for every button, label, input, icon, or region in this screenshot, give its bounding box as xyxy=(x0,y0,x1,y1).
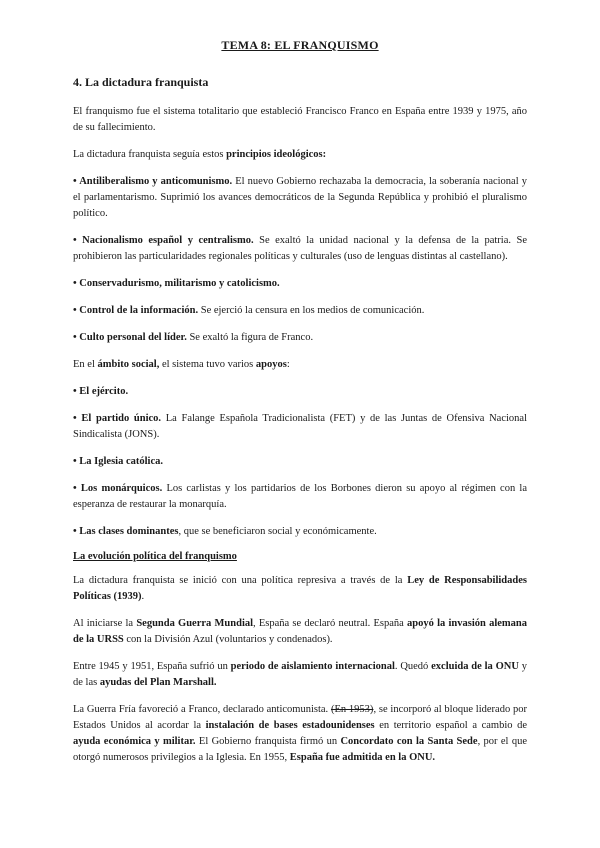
evo-bold: ayuda económica y militar. xyxy=(73,736,196,747)
support-end-text: : xyxy=(286,359,290,370)
principle-bold: • Antiliberalismo y anticomunismo. xyxy=(73,176,233,187)
evo-bold: periodo de aislamiento internacional xyxy=(230,661,395,672)
support-bold: • Las clases dominantes xyxy=(73,526,179,537)
support-lead-text: En el xyxy=(73,359,98,370)
principle-bold: • Nacionalismo español y centralismo. xyxy=(73,235,254,246)
support-mid-text: el sistema tuvo varios xyxy=(159,359,256,370)
evo-bold: Concordato con la Santa Sede xyxy=(340,736,478,747)
evo-text: . xyxy=(141,591,145,602)
support-item xyxy=(73,384,527,400)
support-lead xyxy=(73,357,527,373)
evolution-paragraph-4 xyxy=(73,702,527,766)
principle-bold: • Culto personal del líder. xyxy=(73,332,187,343)
principle-text: El nuevo Gobierno rechazaba la democracia, la soberanía nacional y el parlamentarismo. Suprimió los avances democráticos de la Segunda República y prohibió el pluralismo político. xyxy=(73,176,527,219)
principle-bold: • Control de la información. xyxy=(73,305,199,316)
principle-item xyxy=(73,330,527,346)
support-apoyos-bold: apoyos xyxy=(255,359,287,370)
principle-item xyxy=(73,303,527,319)
principles-lead-text: La dictadura franquista seguía estos xyxy=(73,149,227,160)
principle-item xyxy=(73,233,527,265)
principle-text: Se ejerció la censura en los medios de comunicación. xyxy=(198,305,425,316)
evolution-paragraph-1 xyxy=(73,573,527,605)
evo-bold: instalación de bases estadounidenses xyxy=(205,720,375,731)
evo-bold: apoyó la invasión alemana de la URSS xyxy=(73,618,527,645)
evolution-heading: La evolución política del franquismo xyxy=(73,551,237,562)
principle-text: Se exaltó la figura de Franco. xyxy=(186,332,314,343)
section-heading: 4. La dictadura franquista xyxy=(73,75,209,89)
evo-text: con la División Azul (voluntarios y condenados). xyxy=(123,634,333,645)
evo-text: Al iniciarse la xyxy=(73,618,137,629)
principle-text: Se exaltó la unidad nacional y la defensa de la patria. Se prohibieron las particularidades regionales políticas y culturales (uso de lenguas distintas al castellano). xyxy=(73,235,527,262)
evo-text: La Guerra Fría favoreció a Franco, declarado anticomunista. xyxy=(73,704,331,715)
evo-bold: España fue admitida en la ONU. xyxy=(289,752,436,763)
support-bold: • El ejército. xyxy=(73,386,129,397)
evo-text: , por el que otorgó numerosos privilegios a la Iglesia. En 1955, xyxy=(73,736,527,763)
principle-bold: • Conservadurismo, militarismo y catolicismo. xyxy=(73,278,280,289)
evo-text: , España se declaró neutral. España xyxy=(253,618,408,629)
evolution-paragraph-2 xyxy=(73,616,527,648)
support-item xyxy=(73,454,527,470)
support-bold: • Los monárquicos. xyxy=(73,483,163,494)
intro-paragraph: El franquismo fue el sistema totalitario que estableció Francisco Franco en España entre 1939 y 1975, año de su fallecimiento. xyxy=(73,106,527,133)
principle-item xyxy=(73,276,527,292)
evo-text: La dictadura franquista se inició con una política represiva a través de la xyxy=(73,575,408,586)
support-text: , que se beneficiaron social y económicamente. xyxy=(178,526,377,537)
evo-bold: excluida de la ONU xyxy=(431,661,519,672)
page-title: TEMA 8: EL FRANQUISMO xyxy=(221,38,379,52)
evo-text: en territorio español a cambio de xyxy=(374,720,527,731)
principle-item xyxy=(73,174,527,222)
support-text: Los carlistas y los partidarios de los Borbones dieron su apoyo al régimen con la esperanza de restaurar la monarquía. xyxy=(73,483,527,510)
evo-strikethrough: (En 1953) xyxy=(330,704,374,715)
evolution-paragraph-3 xyxy=(73,659,527,691)
evo-bold: ayudas del Plan Marshall. xyxy=(99,677,217,688)
evo-text: Entre 1945 y 1951, España sufrió un xyxy=(73,661,231,672)
support-item xyxy=(73,524,527,540)
support-lead-bold: ámbito social, xyxy=(97,359,160,370)
principles-lead-bold: principios ideológicos: xyxy=(226,149,327,160)
support-bold: • La Iglesia católica. xyxy=(73,456,163,467)
support-bold: • El partido único. xyxy=(73,413,162,424)
evo-text: y de las xyxy=(73,661,528,688)
evo-bold: Ley de Responsabilidades Políticas (1939) xyxy=(73,575,527,602)
support-text: La Falange Española Tradicionalista (FET) y de las Juntas de Ofensiva Nacional Sindicalista (JONS). xyxy=(73,413,528,440)
evo-text: El Gobierno franquista firmó un xyxy=(195,736,341,747)
evo-text: . Quedó xyxy=(394,661,432,672)
principles-lead xyxy=(73,147,527,163)
evo-bold: Segunda Guerra Mundial xyxy=(136,618,254,629)
support-item xyxy=(73,481,527,513)
evo-text: , se incorporó al bloque liderado por Estados Unidos al acordar la xyxy=(73,704,527,731)
support-item xyxy=(73,411,527,443)
